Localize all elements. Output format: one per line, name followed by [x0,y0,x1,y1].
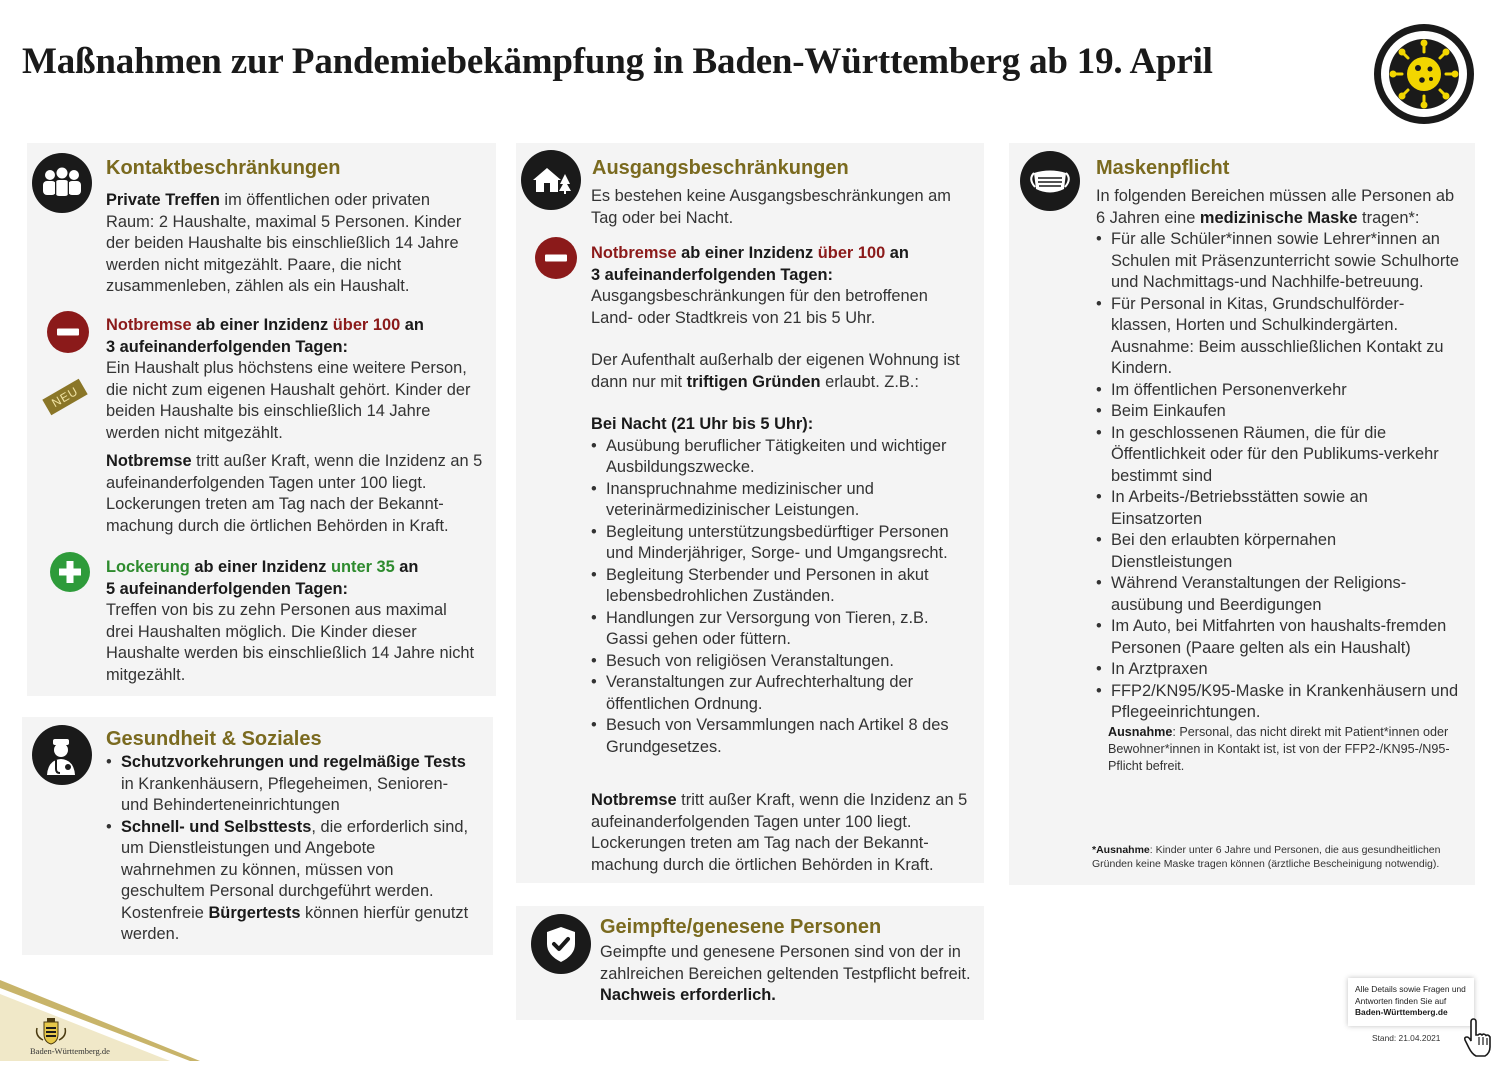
notbremse-an: an [885,244,909,262]
maske-list [1096,229,1461,724]
notbremse-mid: ab einer Inzidenz [191,316,333,334]
item-bold: Bürgertests [208,903,301,922]
notbremse-an: an [400,316,424,334]
minus-circle-icon [535,237,577,284]
lockerung-text: Treffen von bis zu zehn Personen aus maximal drei Haushalten möglich. Die Kinder dieser Haushalte werden bis einschließlich 14 Jahre nicht mitgezählt. [106,601,475,684]
info-link[interactable]: Baden-Württemberg.de [1355,1007,1448,1017]
kontakt-private-treffen [106,190,476,298]
list-item: • Besuch von Versammlungen nach Artikel 8 des Grundgesetzes. [591,715,966,758]
kontakt-notbremse [106,315,486,444]
ausnahme-label: Ausnahme [1108,724,1173,739]
geimpft-heading: Geimpfte/genesene Personen [600,916,882,938]
lockerung-mid: ab einer Inzidenz [189,558,331,576]
notbremse-mid: ab einer Inzidenz [676,244,818,262]
aufenthalt-bold: triftigen Gründen [686,372,821,391]
maske-ausnahme [1096,724,1461,775]
gesundheit-heading: Gesundheit & Soziales [106,728,322,750]
geimpft-body: Geimpfte und genesene Personen sind von der in zahlreichen Bereichen geltenden Testpflicht befreit. [600,943,971,983]
kontakt-lockerung [106,557,476,686]
footnote-text: : Kinder unter 6 Jahre und Personen, die aus gesundheitlichen Gründen keine Maske tragen können (ärztliche Bescheinigung notwendig). [1092,844,1441,870]
ausgang-intro: Es bestehen keine Ausgangsbeschränkungen am Tag oder bei Nacht. [591,187,951,227]
kontakt-notbremse-end [106,451,491,537]
list-item [106,817,471,946]
list-item: • Für alle Schüler*innen sowie Lehrer*innen an Schulen mit Präsenzunterricht sowie Schulhorte und Nachmittags-und Nachhilfe-betreuung. [1096,229,1461,294]
list-item: • Für Personal in Kitas, Grundschulförder-klassen, Horten und Schulkindergärten. Ausnahme: Beim ausschließlichen Kontakt zu Kindern. [1096,294,1461,380]
item-text: können hierfür genutzt werden. [121,903,469,943]
list-item: • Begleitung Sterbender und Personen in akut lebensbedrohlichen Zuständen. [591,565,966,608]
list-item: • In Arbeits-/Betriebsstätten sowie an Einsatzorten [1096,487,1461,530]
lockerung-an: an [394,558,419,576]
item-bold: Schutzvorkehrungen und regelmäßige Tests [121,753,466,771]
people-icon [32,153,92,218]
minus-circle-icon [47,311,89,358]
list-item: • In geschlossenen Räumen, die für die Öffentlichkeit oder für den Publikums-verkehr bestimmt sind [1096,423,1461,488]
lockerung-days: 5 aufeinanderfolgenden Tagen: [106,579,348,598]
notbremse-end-text: tritt außer Kraft, wenn die Inzidenz an 5 aufeinanderfolgenden Tagen unter 100 liegt. Lockerungen treten am Tag nach der Bekannt-machung durch die örtlichen Behörden in Kraft. [591,791,968,874]
geimpft-bold: Nachweis erforderlich. [600,986,776,1004]
list-item: • In Arztpraxen [1096,659,1461,681]
notbremse-end-label: Notbremse [106,452,192,470]
maske-footnote [1092,843,1462,871]
private-treffen-label: Private Treffen [106,191,220,209]
ausgang-notbremse [591,243,966,329]
list-item: • Veranstaltungen zur Aufrechterhaltung der öffentlichen Ordnung. [591,672,966,715]
maske-intro-end: tragen*: [1357,208,1420,227]
ausgang-nacht [591,414,966,758]
list-item: • FFP2/KN95/K95-Maske in Krankenhäusern und Pflegeeinrichtungen. [1096,681,1461,724]
notbremse-text: Ein Haushalt plus höchstens eine weitere Person, die nicht zum eigenen Haushalt gehört. Kinder der beiden Haushalte bis einschließlich 14 Jahre werden nicht mitgezählt. [106,359,471,442]
maske-heading: Maskenpflicht [1096,157,1230,179]
kontakt-heading: Kontaktbeschränkungen [106,157,341,179]
doctor-icon [32,725,92,790]
list-item [106,752,471,817]
maske-intro: In folgenden Bereichen müssen alle Personen ab 6 Jahren eine [1096,187,1455,227]
notbremse-days: 3 aufeinanderfolgenden Tagen: [591,265,833,284]
maske-body [1096,186,1461,775]
notbremse-threshold: über 100 [332,316,401,334]
notbremse-end-text: tritt außer Kraft, wenn die Inzidenz an 5 aufeinanderfolgenden Tagen unter 100 liegt. Lockerungen treten am Tag nach der Bekannt-machung durch die örtlichen Behörden in Kraft. [106,452,483,535]
geimpft-text [600,942,978,1007]
list-item: • Bei den erlaubten körpernahen Dienstleistungen [1096,530,1461,573]
house-icon [521,150,581,215]
hand-pointer-icon [1463,1018,1493,1063]
ausgang-notbremse-end [591,790,976,876]
ausnahme-text: : Personal, das nicht direkt mit Patient*innen oder Bewohner*innen in Kontakt ist, ist von der FFP2-/KN95-/N95-Pflicht befreit. [1108,724,1450,773]
logo-text: Baden-Württemberg.de [30,1046,110,1056]
notbremse-label: Notbremse [591,244,677,262]
aufenthalt-text: Der Aufenthalt außerhalb der eigenen Wohnung ist dann nur mit [591,351,960,391]
shield-check-icon [531,914,591,979]
list-item: • Beim Einkaufen [1096,401,1461,423]
list-item: • Besuch von religiösen Veranstaltungen. [591,651,966,673]
neu-badge: NEU [42,379,87,416]
ausgang-heading: Ausgangsbeschränkungen [592,157,849,179]
mask-icon [1020,151,1080,216]
notbremse-text: Ausgangsbeschränkungen für den betroffenen Land- oder Stadtkreis von 21 bis 5 Uhr. [591,287,928,327]
page-title: Maßnahmen zur Pandemiebekämpfung in Baden-Württemberg ab 19. April [22,41,1213,82]
nacht-heading: Bei Nacht (21 Uhr bis 5 Uhr): [591,415,814,433]
item-bold: Schnell- und Selbsttests [121,817,312,836]
plus-circle-icon [50,552,90,597]
ausgang-aufenthalt [591,350,976,393]
info-box [1348,978,1474,1026]
list-item: • Inanspruchnahme medizinischer und veterinärmedizinischer Leistungen. [591,479,966,522]
aufenthalt-end: erlaubt. Z.B.: [820,372,919,391]
lockerung-label: Lockerung [106,558,190,576]
virus-icon [1372,22,1476,126]
notbremse-threshold: über 100 [817,244,886,262]
nacht-list [591,436,966,759]
notbremse-end-label: Notbremse [591,791,677,809]
list-item: • Im öffentlichen Personenverkehr [1096,380,1461,402]
item-text: in Krankenhäusern, Pflegeheimen, Senioren- und Behinderteneinrichtungen [121,774,449,814]
list-item: • Während Veranstaltungen der Religions-ausübung und Beerdigungen [1096,573,1461,616]
list-item: • Im Auto, bei Mitfahrten von haushalts-fremden Personen (Paare gelten als ein Haushalt) [1096,616,1461,659]
gesundheit-list [106,752,471,946]
list-item: • Handlungen zur Versorgung von Tieren, z.B. Gassi gehen oder füttern. [591,608,966,651]
notbremse-days: 3 aufeinanderfolgenden Tagen: [106,337,348,356]
footnote-label: *Ausnahme [1092,844,1150,856]
list-item: • Begleitung unterstützungsbedürftiger Personen und Minderjähriger, Sorge- und Umgangsrecht. [591,522,966,565]
lockerung-threshold: unter 35 [330,558,395,576]
stand-date: Stand: 21.04.2021 [1372,1033,1441,1043]
private-treffen-text: im öffentlichen oder privaten Raum: 2 Haushalte, maximal 5 Personen. Kinder der beiden Haushalte bis einschließlich 14 Jahre werden nicht mitgezählt. Paare, die nicht zusammenleben, zählen als ein Haushalt. [106,191,462,295]
notbremse-label: Notbremse [106,316,192,334]
item-text: , die erforderlich sind, um Dienstleistungen und Angebote wahrnehmen zu können, müssen von geschultem Personal durchgeführt werden. Kostenfreie [121,817,469,922]
list-item: • Ausübung beruflicher Tätigkeiten und wichtiger Ausbildungszwecke. [591,436,966,479]
info-text: Alle Details sowie Fragen und Antworten finden Sie auf [1355,984,1466,1006]
maske-intro-bold: medizinische Maske [1199,208,1358,227]
